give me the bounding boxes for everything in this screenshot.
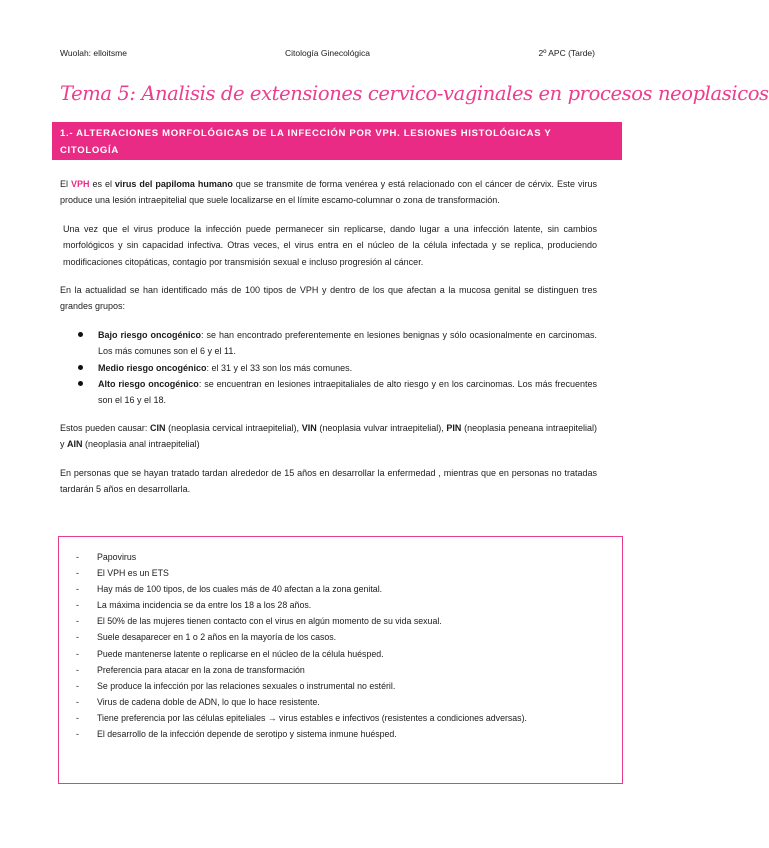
causes-paragraph: Estos pueden causar: CIN (neoplasia cervical intraepitelial), VIN (neoplasia vulvar intraepitelial), PIN (neoplasia peneana intraepitelial) y AIN (neoplasia anal intraepitelial) [60,422,597,450]
summary-list [59,537,622,742]
list-item: - Puede mantenerse latente o replicarse en el núcleo de la célula huésped. [76,646,600,662]
list-item: - Tiene preferencia por las células epiteliales → virus estables e infectivos (resistentes a condiciones adversas). [76,710,600,726]
header-course: 2º APC (Tarde) [538,48,595,58]
header-subject: Citología Ginecológica [284,48,371,58]
list-item: - Preferencia para atacar en la zona de transformación [76,662,600,678]
list-item: - Se produce la infección por las relaciones sexuales o instrumental no estéril. [76,678,600,694]
timeline-paragraph: En personas que se hayan tratado tardan alrededor de 15 años en desarrollar la enfermedad , mientras que en personas no tratadas tardarán 5 años en desarrollarla. [60,467,597,495]
main-content [60,176,597,510]
vph-highlight: VPH [70,179,90,189]
list-item: - El desarrollo de la infección depende de serotipo y sistema inmune huésped. [76,726,600,742]
page-header [60,48,595,62]
types-paragraph: En la actualidad se han identificado más de 100 tipos de VPH y dentro de los que afectan a la mucosa genital se distinguen tres grandes grupos: [60,285,597,312]
list-item: - Hay más de 100 tipos, de los cuales más de 40 afectan a la zona genital. [76,581,600,597]
list-item: - Papovirus [76,549,600,565]
latency-paragraph: Una vez que el virus produce la infección puede permanecer sin replicarse, dando lugar a una infección latente, sin cambios morfológicos y sin capacidad infectiva. Otras veces, el virus entra en el núcleo de la célula infectada y se replica, produciendo modificaciones citopáticas, contagio por transmisión sexual e incluso progresión al cáncer. [63,223,597,267]
list-item: Alto riesgo oncogénico: se encuentran en lesiones intraepitaliales de alto riesgo y en los carcinomas. Los más frecuentes son el 16 y el 18. [60,376,597,409]
summary-box [58,536,623,784]
list-item: - La máxima incidencia se da entre los 18 a los 28 años. [76,597,600,613]
list-item: Medio riesgo oncogénico: el 31 y el 33 son los más comunes. [60,360,597,376]
header-author: Wuolah: elloitsme [60,48,127,58]
virus-name: virus del papiloma humano [114,179,233,189]
list-item: - El VPH es un ETS [76,565,600,581]
page-title: Tema 5: Analisis de extensiones cervico-vaginales en procesos neoplasicos [60,82,769,105]
list-item: Bajo riesgo oncogénico: se han encontrado preferentemente en lesiones benignas y sólo ocasionalmente en carcinomas. Los más comunes son el 6 y el 11. [60,327,597,360]
list-item: - Suele desaparecer en 1 o 2 años en la mayoría de los casos. [76,629,600,645]
intro-paragraph: El VPH es el virus del papiloma humano que se transmite de forma venérea y está relacionado con el cáncer de cérvix. Este virus produce una lesión intraepitelial que suele localizarse en el límite escamo-columnar o zona de transformación. [60,179,597,206]
list-item: - Virus de cadena doble de ADN, lo que lo hace resistente. [76,694,600,710]
section-heading [52,122,622,160]
section-heading-line-2: CITOLOGÍA [60,145,119,156]
risk-groups-list [60,327,597,409]
section-heading-line-1: 1.- ALTERACIONES MORFOLÓGICAS DE LA INFECCIÓN POR VPH. LESIONES HISTOLÓGICAS Y [60,128,552,139]
list-item: - El 50% de las mujeres tienen contacto con el virus en algún momento de su vida sexual. [76,613,600,629]
